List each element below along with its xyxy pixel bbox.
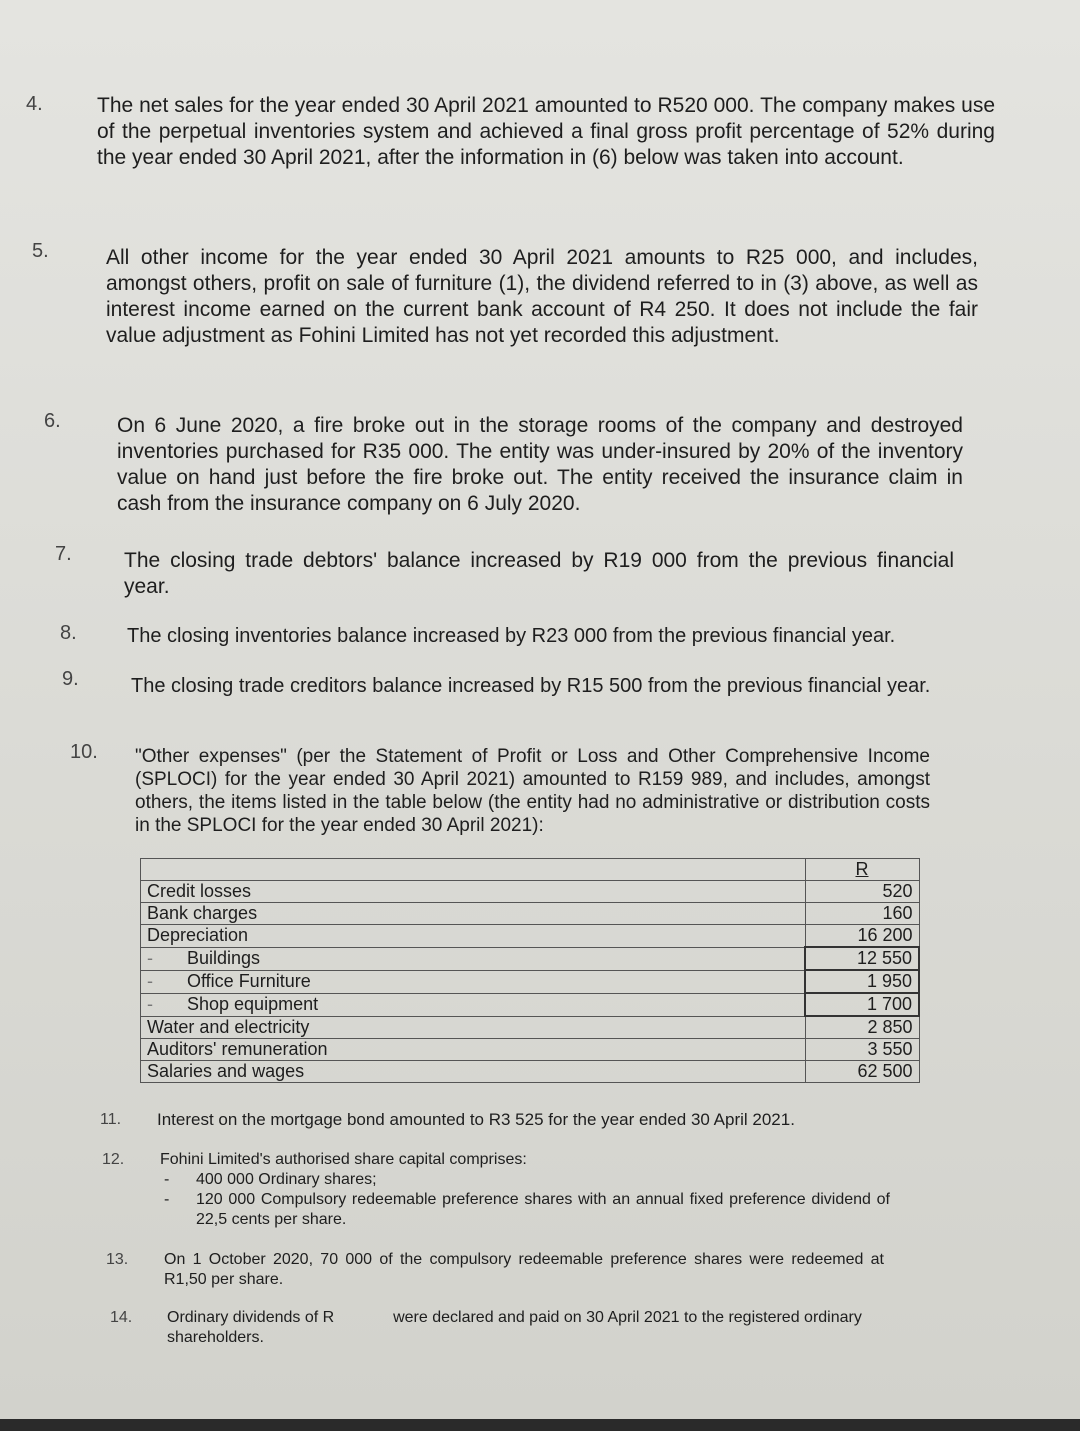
table-cell — [141, 859, 806, 881]
table-row — [141, 925, 920, 948]
expense-sub-label — [141, 993, 806, 1016]
item-text: were declared and paid on 30 April 2021 to the registered ordinary shareholders. — [167, 1309, 862, 1346]
item-number: 9. — [62, 668, 79, 690]
table-row — [141, 1016, 920, 1039]
item-block — [160, 1150, 890, 1230]
table-row — [141, 993, 920, 1016]
item-number: 6. — [44, 410, 61, 432]
item-number: 7. — [55, 543, 72, 565]
item-number: 13. — [106, 1251, 129, 1268]
screen-bezel — [0, 1419, 1080, 1431]
item-block — [167, 1308, 879, 1348]
item-text: "Other expenses" (per the Statement of Profit or Loss and Other Comprehensive Income (SPLOCI) for the year ended 30 April 2021) amounted to R159 989, and includes, amongst others, the items listed in the table below (the entity had no administrative or distribution costs in the SPLOCI for the year ended 30 April 2021): — [135, 746, 930, 836]
dash-marker: - — [147, 971, 153, 991]
item-text: The closing inventories balance increased by R23 000 from the previous financial year. — [127, 625, 896, 647]
expense-label: Salaries and wages — [141, 1061, 806, 1083]
table-row — [141, 903, 920, 925]
expense-amount: 1 700 — [805, 993, 919, 1016]
table-row — [141, 947, 920, 970]
table-row — [141, 1061, 920, 1083]
item-text: Ordinary dividends of R — [167, 1309, 335, 1326]
expense-label: Bank charges — [141, 903, 806, 925]
list-item-text: 400 000 Ordinary shares; — [196, 1171, 377, 1188]
item-number: 10. — [70, 741, 98, 763]
list-item — [160, 1170, 890, 1190]
expense-amount: 160 — [805, 903, 919, 925]
item-text: On 6 June 2020, a fire broke out in the storage rooms of the company and destroyed inventories purchased for R35 000. The entity was under-insured by 20% of the inventory value on hand just before the fire broke out. The entity received the insurance claim in cash from the insurance company on 6 July 2020. — [117, 414, 963, 515]
expense-sub-label — [141, 947, 806, 970]
table-row — [141, 881, 920, 903]
other-expenses-table — [140, 858, 920, 1083]
expense-label: Depreciation — [141, 925, 806, 948]
item-number: 12. — [102, 1151, 125, 1168]
table-row — [141, 970, 920, 993]
item-number: 5. — [32, 240, 49, 262]
expense-label: Auditors' remuneration — [141, 1039, 806, 1061]
list-item-text: 120 000 Compulsory redeemable preference shares with an annual fixed preference dividend of 22,5 cents per share. — [196, 1191, 890, 1228]
expense-amount: 2 850 — [805, 1016, 919, 1039]
expense-amount: 16 200 — [805, 925, 919, 948]
expense-amount: 3 550 — [805, 1039, 919, 1061]
item-number: 14. — [110, 1309, 133, 1326]
item-number: 11. — [100, 1111, 122, 1128]
item-text: All other income for the year ended 30 April 2021 amounts to R25 000, and includes, amongst others, profit on sale of furniture (1), the dividend referred to in (3) above, as well as interest income earned on the current bank account of R4 250. It does not include the fair value adjustment as Fohini Limited has not yet recorded this adjustment. — [106, 246, 978, 347]
currency-header: R — [805, 859, 919, 881]
expense-label: Buildings — [187, 948, 261, 968]
expense-label: Credit losses — [141, 881, 806, 903]
item-number: 8. — [60, 622, 77, 644]
expense-amount: 12 550 — [805, 947, 919, 970]
expense-label: Shop equipment — [187, 994, 319, 1014]
expense-label: Office Furniture — [187, 971, 311, 991]
item-text: The closing trade creditors balance increased by R15 500 from the previous financial year. — [131, 675, 931, 697]
expense-amount: 1 950 — [805, 970, 919, 993]
expense-amount: 62 500 — [805, 1061, 919, 1083]
dash-marker: - — [164, 1171, 170, 1188]
item-text: Fohini Limited's authorised share capital comprises: — [160, 1151, 527, 1168]
share-capital-list — [160, 1170, 890, 1230]
table-row — [141, 1039, 920, 1061]
expense-amount: 520 — [805, 881, 919, 903]
expense-label: Water and electricity — [141, 1016, 806, 1039]
item-number: 4. — [26, 93, 43, 115]
list-item — [160, 1190, 890, 1230]
dash-marker: - — [147, 948, 153, 968]
expense-sub-label — [141, 970, 806, 993]
item-text: Interest on the mortgage bond amounted to R3 525 for the year ended 30 April 2021. — [157, 1110, 795, 1129]
dash-marker: - — [147, 994, 153, 1014]
item-text: The closing trade debtors' balance increased by R19 000 from the previous financial year. — [124, 549, 954, 598]
dash-marker: - — [164, 1191, 170, 1208]
table-header-row — [141, 859, 920, 881]
item-text: The net sales for the year ended 30 April 2021 amounted to R520 000. The company makes use of the perpetual inventories system and achieved a final gross profit percentage of 52% during the year ended 30 April 2021, after the information in (6) below was taken into account. — [97, 94, 995, 169]
item-text: On 1 October 2020, 70 000 of the compulsory redeemable preference shares were redeemed at R1,50 per share. — [164, 1251, 884, 1288]
